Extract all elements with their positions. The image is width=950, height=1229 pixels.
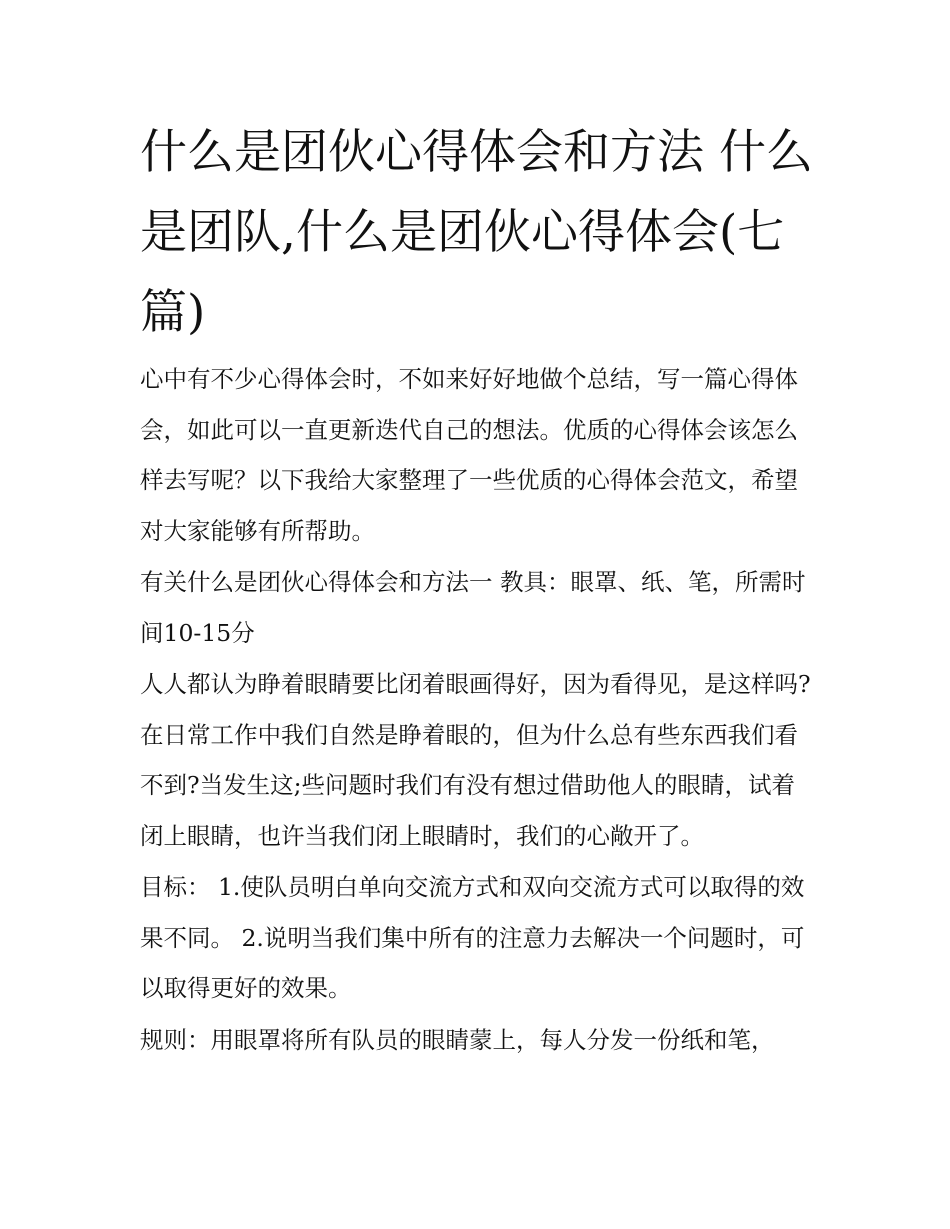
paragraph-rules: 规则：用眼罩将所有队员的眼睛蒙上，每人分发一份纸和笔， [140,1025,775,1054]
paragraph-intro: 心中有不少心得体会时，不如来好好地做个总结，写一篇心得体会，如此可以一直更新迭代自己的想法。优质的心得体会该怎么样去写呢？以下我给大家整理了一些优质的心得体会范文，希望对大家能够有所帮助。 [140,365,798,545]
document-body [140,354,815,1066]
paragraph-materials: 有关什么是团伙心得体会和方法一 教具：眼罩、纸、笔，所需时间10-15分 [140,568,806,647]
paragraph-question: 人人都认为睁着眼睛要比闭着眼画得好，因为看得见，是这样吗?在日常工作中我们自然是睁着眼的，但为什么总有些东西我们看不到?当发生这;些问题时我们有没有想过借助他人的眼睛，试着闭上眼睛，也许当我们闭上眼睛时，我们的心敞开了。 [140,670,811,850]
document-title: 什么是团伙心得体会和方法 什么是团队,什么是团伙心得体会(七篇) [140,125,813,340]
paragraph-goals: 目标： 1.使队员明白单向交流方式和双向交流方式可以取得的效果不同。 2.说明当我们集中所有的注意力去解决一个问题时，可以取得更好的效果。 [140,873,805,1002]
